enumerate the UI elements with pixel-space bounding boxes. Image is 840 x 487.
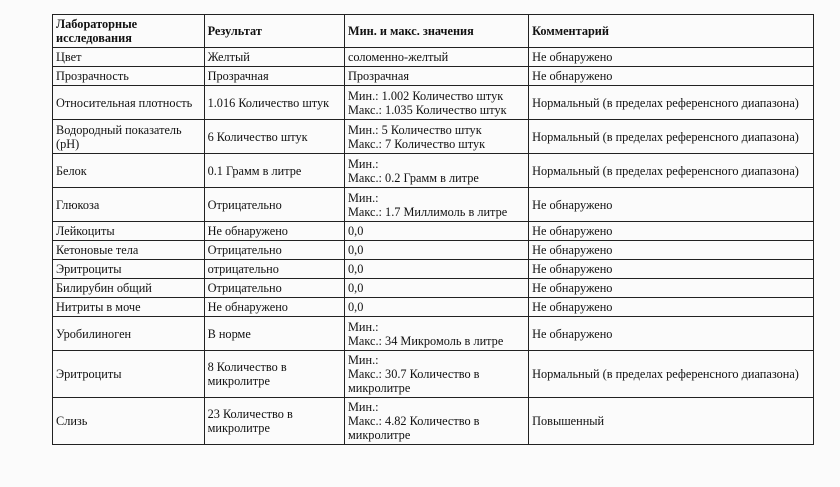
cell-test: Глюкоза xyxy=(53,188,205,222)
cell-test: Кетоновые тела xyxy=(53,241,205,260)
cell-comment: Не обнаружено xyxy=(529,48,814,67)
cell-result: отрицательно xyxy=(204,260,344,279)
table-row xyxy=(53,67,814,86)
cell-result: 0.1 Грамм в литре xyxy=(204,154,344,188)
table-row xyxy=(53,48,814,67)
range-line: Прозрачная xyxy=(347,69,409,83)
cell-result: 6 Количество штук xyxy=(204,120,344,154)
cell-test: Водородный показатель (pH) xyxy=(53,120,205,154)
cell-comment: Не обнаружено xyxy=(529,67,814,86)
range-line: Макс.: 7 Количество штук xyxy=(347,136,486,151)
range-line: микролитре xyxy=(347,381,411,395)
cell-range xyxy=(344,48,528,67)
table-row xyxy=(53,86,814,120)
cell-comment: Нормальный (в пределах референсного диапазона) xyxy=(529,154,814,188)
range-line: Мин.: xyxy=(347,319,379,334)
cell-test: Нитриты в моче xyxy=(53,298,205,317)
table-row xyxy=(53,279,814,298)
range-line: соломенно-желтый xyxy=(347,50,449,64)
cell-result: 1.016 Количество штук xyxy=(204,86,344,120)
table-header-row xyxy=(53,15,814,48)
cell-test: Эритроциты xyxy=(53,351,205,398)
cell-range xyxy=(344,154,528,188)
range-line: Макс.: 30.7 Количество в xyxy=(347,367,480,381)
table-body xyxy=(53,48,814,445)
header-range: Мин. и макс. значения xyxy=(344,15,528,48)
range-line: 0,0 xyxy=(347,243,364,257)
cell-range xyxy=(344,398,528,445)
cell-result: Отрицательно xyxy=(204,279,344,298)
cell-comment: Не обнаружено xyxy=(529,298,814,317)
cell-result: 8 Количество в микролитре xyxy=(204,351,344,398)
range-line: Мин.: xyxy=(347,156,379,171)
cell-comment: Нормальный (в пределах референсного диапазона) xyxy=(529,351,814,398)
cell-result: Отрицательно xyxy=(204,188,344,222)
cell-test: Цвет xyxy=(53,48,205,67)
table-row xyxy=(53,398,814,445)
range-line: 0,0 xyxy=(347,281,364,295)
cell-range xyxy=(344,67,528,86)
cell-result: В норме xyxy=(204,317,344,351)
cell-comment: Нормальный (в пределах референсного диапазона) xyxy=(529,86,814,120)
cell-comment: Не обнаружено xyxy=(529,241,814,260)
cell-test: Уробилиноген xyxy=(53,317,205,351)
cell-range xyxy=(344,241,528,260)
table-row xyxy=(53,222,814,241)
cell-comment: Повышенный xyxy=(529,398,814,445)
cell-range xyxy=(344,279,528,298)
cell-range xyxy=(344,222,528,241)
cell-comment: Не обнаружено xyxy=(529,317,814,351)
cell-result: 23 Количество в микролитре xyxy=(204,398,344,445)
range-line: Мин.: xyxy=(347,400,379,414)
header-result: Результат xyxy=(204,15,344,48)
cell-comment: Нормальный (в пределах референсного диапазона) xyxy=(529,120,814,154)
cell-test: Прозрачность xyxy=(53,67,205,86)
cell-range xyxy=(344,317,528,351)
cell-result: Не обнаружено xyxy=(204,298,344,317)
table-row xyxy=(53,154,814,188)
header-test: Лабораторные исследования xyxy=(53,15,205,48)
range-line: Мин.: 1.002 Количество штук xyxy=(347,88,504,103)
range-line: 0,0 xyxy=(347,300,364,314)
range-line: Макс.: 4.82 Количество в xyxy=(347,414,480,428)
cell-range xyxy=(344,120,528,154)
cell-range xyxy=(344,260,528,279)
cell-test: Белок xyxy=(53,154,205,188)
cell-comment: Не обнаружено xyxy=(529,279,814,298)
cell-result: Отрицательно xyxy=(204,241,344,260)
cell-range xyxy=(344,298,528,317)
header-comment: Комментарий xyxy=(529,15,814,48)
cell-result: Прозрачная xyxy=(204,67,344,86)
range-line: 0,0 xyxy=(347,262,364,276)
table-row xyxy=(53,120,814,154)
range-line: Макс.: 34 Микромоль в литре xyxy=(347,333,504,348)
cell-range xyxy=(344,86,528,120)
cell-comment: Не обнаружено xyxy=(529,188,814,222)
cell-test: Относительная плотность xyxy=(53,86,205,120)
cell-test: Билирубин общий xyxy=(53,279,205,298)
range-line: Мин.: 5 Количество штук xyxy=(347,122,482,137)
table-row xyxy=(53,188,814,222)
table-row xyxy=(53,317,814,351)
cell-result: Не обнаружено xyxy=(204,222,344,241)
range-line: Макс.: 1.035 Количество штук xyxy=(347,102,507,117)
range-line: Мин.: xyxy=(347,353,379,367)
cell-test: Лейкоциты xyxy=(53,222,205,241)
cell-result: Желтый xyxy=(204,48,344,67)
table-row xyxy=(53,260,814,279)
range-line: Макс.: 0.2 Грамм в литре xyxy=(347,170,479,185)
range-line: 0,0 xyxy=(347,224,364,238)
cell-comment: Не обнаружено xyxy=(529,222,814,241)
cell-range xyxy=(344,351,528,398)
range-line: микролитре xyxy=(347,428,411,442)
range-line: Мин.: xyxy=(347,190,379,205)
cell-test: Эритроциты xyxy=(53,260,205,279)
cell-range xyxy=(344,188,528,222)
lab-results-table xyxy=(52,14,814,445)
table-row xyxy=(53,241,814,260)
table-row xyxy=(53,298,814,317)
range-line: Макс.: 1.7 Миллимоль в литре xyxy=(347,204,508,219)
cell-test: Слизь xyxy=(53,398,205,445)
cell-comment: Не обнаружено xyxy=(529,260,814,279)
table-row xyxy=(53,351,814,398)
